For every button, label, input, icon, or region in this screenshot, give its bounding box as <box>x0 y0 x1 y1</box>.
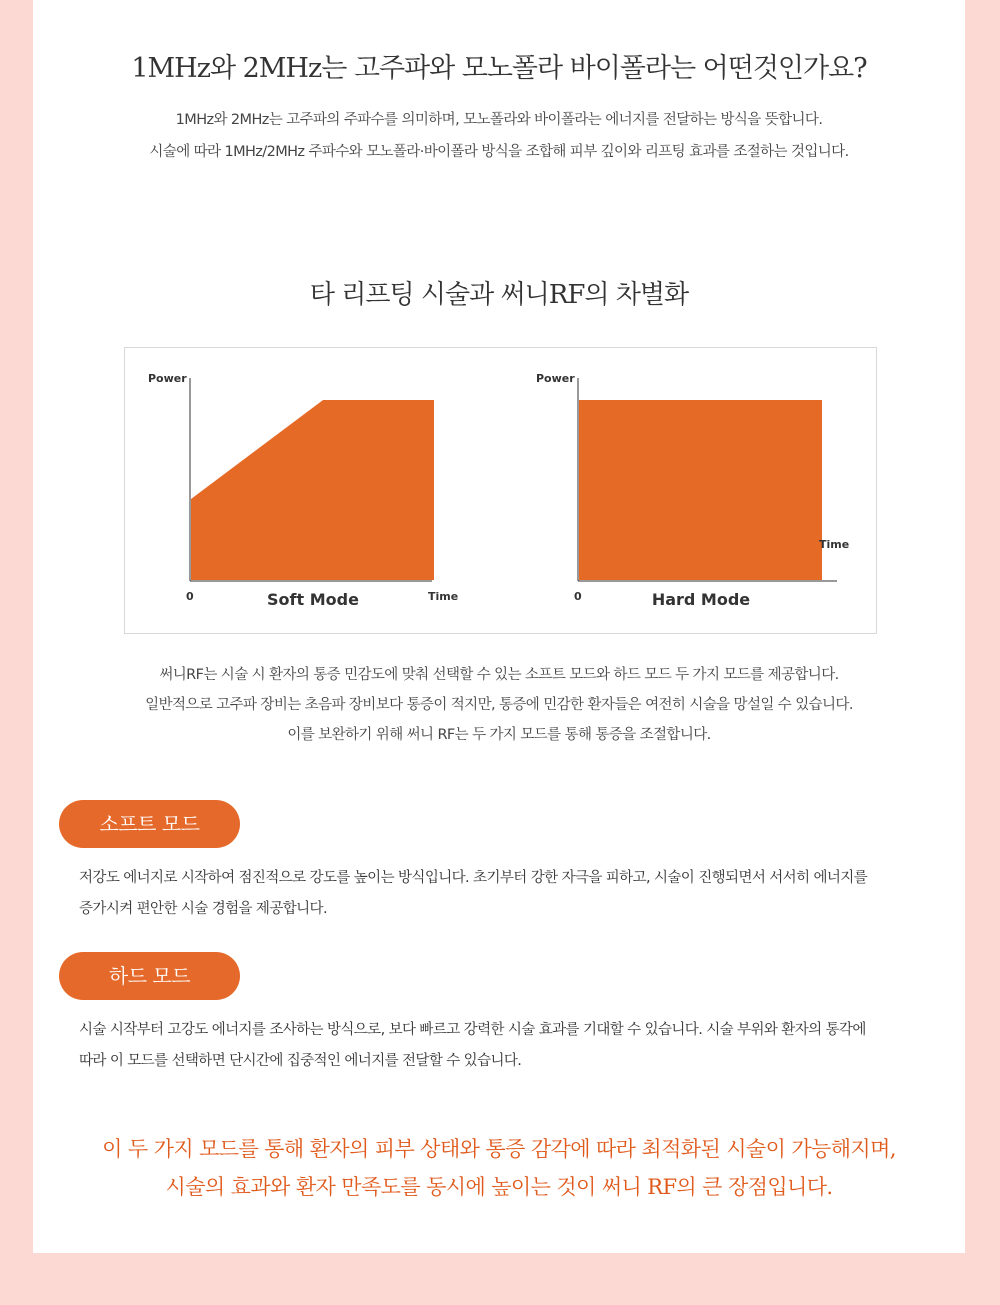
soft-mode-xlabel: Time <box>428 590 459 603</box>
conclusion-line: 이 두 가지 모드를 통해 환자의 피부 상태와 통증 감각에 따라 최적화된 시술이 가능해지며, <box>102 1137 896 1161</box>
section3-description <box>33 660 965 750</box>
section1-line: 시술에 따라 1MHz/2MHz 주파수와 모노폴라·바이폴라 방식을 조합해 피부 깊이와 리프팅 효과를 조절하는 것입니다. <box>149 144 849 160</box>
hard-mode-title: Hard Mode <box>651 590 751 609</box>
conclusion-line: 시술의 효과와 환자 만족도를 동시에 높이는 것이 써니 RF의 큰 장점입니다. <box>165 1175 833 1199</box>
hard-mode-line: 시술 시작부터 고강도 에너지를 조사하는 방식으로, 보다 빠르고 강력한 시술 효과를 기대할 수 있습니다. 시술 부위와 환자의 통각에 <box>79 1022 866 1038</box>
conclusion-text <box>33 1130 965 1206</box>
mode-comparison-figure <box>124 347 877 634</box>
hard-mode-area <box>579 400 822 580</box>
section2-title: 타 리프팅 시술과 써니RF의 차별화 <box>309 280 689 310</box>
section1-title: 1MHz와 2MHz는 고주파와 모노폴라 바이폴라는 어떤것인가요? <box>131 53 867 84</box>
soft-mode-description <box>79 863 949 925</box>
soft-mode-ylabel: Power <box>148 372 187 385</box>
hard-mode-description <box>79 1015 949 1077</box>
section3-line: 이를 보완하기 위해 써니 RF는 두 가지 모드를 통해 통증을 조절합니다. <box>287 727 711 743</box>
hard-mode-chart <box>536 372 849 609</box>
hard-mode-xlabel: Time <box>819 538 850 551</box>
soft-mode-badge: 소프트 모드 <box>59 800 240 848</box>
soft-mode-line: 증가시켜 편안한 시술 경험을 제공합니다. <box>79 901 327 917</box>
section3-line: 일반적으로 고주파 장비는 초음파 장비보다 통증이 적지만, 통증에 민감한 환자들은 여전히 시술을 망설일 수 있습니다. <box>145 697 853 713</box>
soft-mode-title: Soft Mode <box>267 590 359 609</box>
hard-mode-line: 따라 이 모드를 선택하면 단시간에 집중적인 에너지를 전달할 수 있습니다. <box>79 1053 522 1069</box>
content-card <box>33 0 965 1253</box>
section3-line: 써니RF는 시술 시 환자의 통증 민감도에 맞춰 선택할 수 있는 소프트 모드와 하드 모드 두 가지 모드를 제공합니다. <box>159 667 839 683</box>
section1-line: 1MHz와 2MHz는 고주파의 주파수를 의미하며, 모노폴라와 바이폴라는 에너지를 전달하는 방식을 뜻합니다. <box>175 112 823 128</box>
hard-mode-badge: 하드 모드 <box>59 952 240 1000</box>
soft-mode-origin: 0 <box>186 590 194 603</box>
mode-charts-svg <box>125 348 876 633</box>
hard-mode-origin: 0 <box>574 590 582 603</box>
soft-mode-chart <box>148 372 458 609</box>
section1-description <box>33 104 965 168</box>
soft-mode-area <box>191 400 434 580</box>
soft-mode-line: 저강도 에너지로 시작하여 점진적으로 강도를 높이는 방식입니다. 초기부터 강한 자극을 피하고, 시술이 진행되면서 서서히 에너지를 <box>79 870 868 886</box>
hard-mode-ylabel: Power <box>536 372 575 385</box>
